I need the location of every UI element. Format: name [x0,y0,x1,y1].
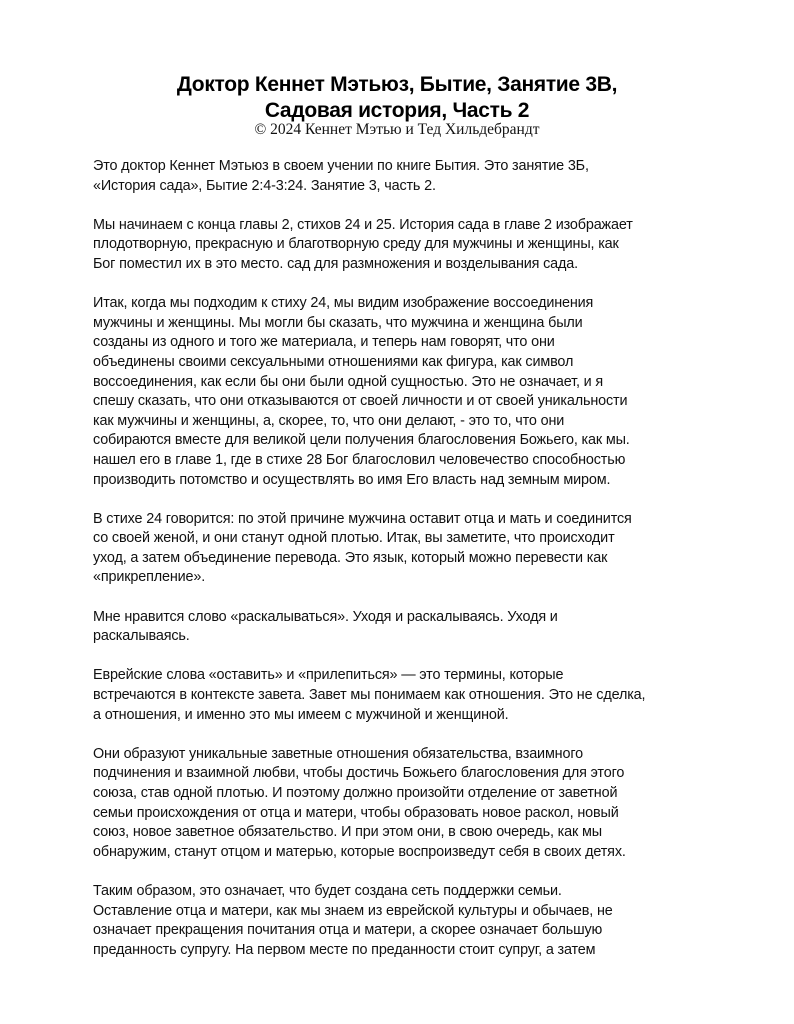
text-line: «прикрепление». [93,569,206,586]
text-line: встречаются в контексте завета. Завет мы понимаем как отношения. Это не сделка, [93,687,646,704]
text-line: мужчины и женщины. Мы могли бы сказать, что мужчина и женщина были [93,314,583,331]
paragraph-covenant-relationship [93,745,705,863]
text-line: со своей женой, и они станут одной плотью. Итак, вы заметите, что происходит [93,530,615,547]
text-line: объединены своими сексуальными отношениями как фигура, как символ [93,353,574,370]
text-line: собираются вместе для великой цели получения благословения Божьего, как мы. [93,432,630,449]
text-line: Это доктор Кеннет Мэтьюз в своем учении по книге Бытия. Это занятие 3Б, [93,158,589,174]
text-line: обнаружим, станут отцом и матерью, которые воспроизведут себя в своих детях. [93,843,626,860]
text-line: Таким образом, это означает, что будет создана сеть поддержки семьи. [93,882,562,899]
text-line: раскалываясь. [93,628,190,645]
document-title-line-1: Доктор Кеннет Мэтьюз, Бытие, Занятие 3В, [176,73,618,96]
paragraph-family-support [93,882,705,960]
paragraph-verse-24-quote [93,510,705,588]
text-line: созданы из одного и того же материала, и теперь нам говорят, что они [93,334,555,351]
text-line: спешу сказать, что они отказываются от своей личности и от своей уникальности [93,393,628,410]
text-line: воссоединения, как если бы они были одной сущностью. Это не означает, и я [93,373,604,390]
document-title-line-2: Садовая история, Часть 2 [264,99,530,122]
paragraph-intro [93,157,705,196]
document-body [93,157,705,980]
text-line: Бог поместил их в это место. сад для размножения и возделывания сада. [93,255,578,272]
paragraph-word-cleave [93,608,705,647]
text-line: союз, новое заветное обязательство. И при этом они, в свою очередь, как мы [93,824,602,841]
text-line: Оставление отца и матери, как мы знаем из еврейской культуры и обычаев, не [93,902,613,919]
text-line: Итак, когда мы подходим к стиху 24, мы видим изображение воссоединения [93,295,594,312]
text-line: подчинения и взаимной любви, чтобы достичь Божьего благословения для этого [93,765,625,782]
paragraph-chapter-2-end [93,216,705,275]
text-line: «История сада», Бытие 2:4-3:24. Занятие 3, часть 2. [93,177,436,194]
text-line: производить потомство и осуществлять во имя Его власть над земным миром. [93,471,611,488]
text-line: нашел его в главе 1, где в стихе 28 Бог благословил человечество способностью [93,451,626,468]
text-line: В стихе 24 говорится: по этой причине мужчина оставит отца и мать и соединится [93,510,632,527]
text-line: уход, а затем объединение перевода. Это язык, который можно перевести как [93,549,608,566]
text-line: преданность супругу. На первом месте по преданности стоит супруг, а затем [93,941,596,958]
text-line: означает прекращения почитания отца и матери, а скорее означает большую [93,922,603,939]
text-line: плодотворную, прекрасную и благотворную среду для мужчины и женщины, как [93,236,619,253]
text-line: Мы начинаем с конца главы 2, стихов 24 и 25. История сада в главе 2 изображает [93,216,633,233]
copyright-notice: © 2024 Кеннет Мэтью и Тед Хильдебрандт [254,121,540,138]
paragraph-hebrew-words [93,666,705,725]
text-line: как мужчины и женщины, а, скорее, то, что они делают, - это то, что они [93,412,565,429]
text-line: союза, став одной плотью. И поэтому должно произойти отделение от заветной [93,785,618,801]
text-line: Мне нравится слово «раскалываться». Уходя и раскалываясь. Уходя и [93,608,558,625]
text-line: семьи происхождения от отца и матери, чтобы образовать новое раскол, новый [93,804,619,821]
paragraph-verse-24-reunion [93,294,705,490]
text-line: Еврейские слова «оставить» и «прилепиться» — это термины, которые [93,667,564,684]
text-line: а отношения, и именно это мы имеем с мужчиной и женщиной. [93,706,509,723]
text-line: Они образуют уникальные заветные отношения обязательства, взаимного [93,745,583,762]
